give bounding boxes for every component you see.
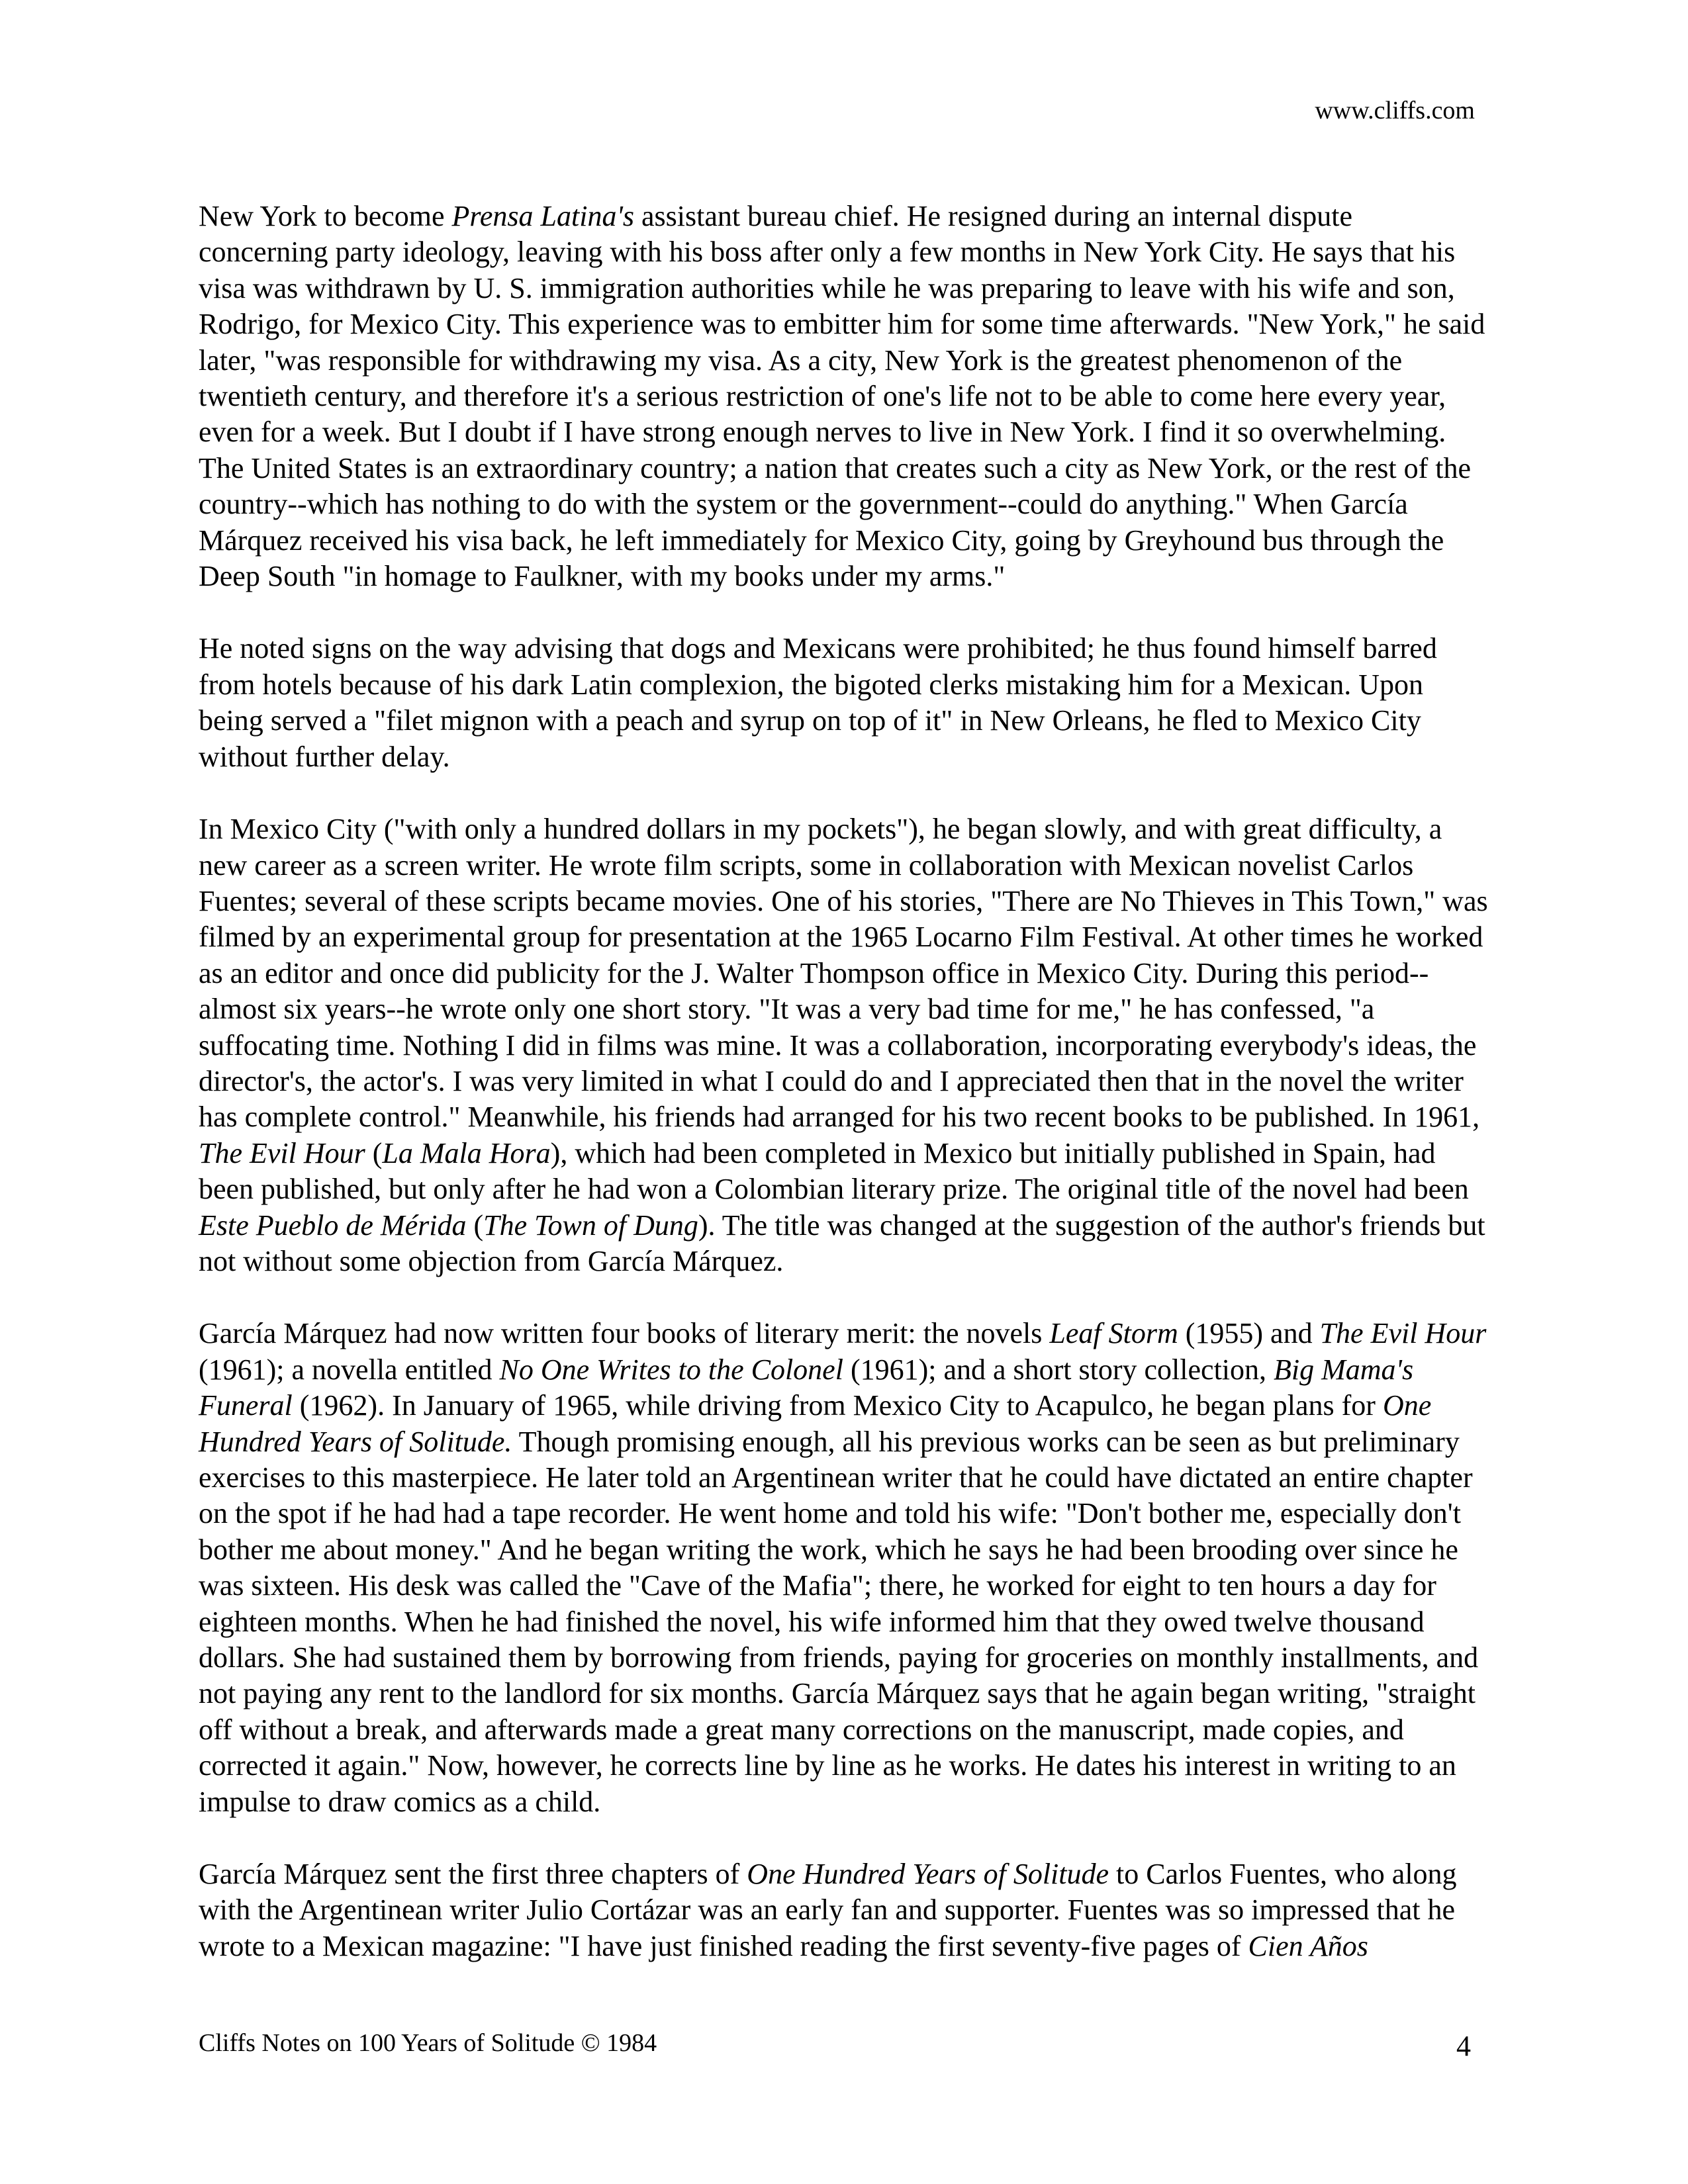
text-run: García Márquez sent the first three chapters of xyxy=(199,1858,747,1891)
italic-title: The Town of Dung xyxy=(483,1208,698,1242)
italic-title: No One Writes to the Colonel xyxy=(499,1353,843,1386)
paragraph xyxy=(199,1316,1488,1820)
italic-title: The Evil Hour xyxy=(199,1136,365,1169)
text-run: to Carlos Fuentes, who along with the Argentinean writer Julio Cortázar was an early fan and supporter. Fuentes was so impressed that he wrote to a Mexican magazine: "I have just finished reading the first seventy-five pages of xyxy=(199,1858,1457,1962)
text-run: ( xyxy=(365,1136,383,1169)
page-number: 4 xyxy=(1456,2030,1471,2062)
italic-title: La Mala Hora xyxy=(382,1136,551,1169)
paragraph xyxy=(199,199,1488,594)
text-run: (1962). In January of 1965, while driving from Mexico City to Acapulco, he began plans for xyxy=(292,1389,1383,1422)
italic-title: The Evil Hour xyxy=(1319,1317,1487,1350)
text-run: New York to become xyxy=(199,200,452,232)
italic-title: Leaf Storm xyxy=(1049,1317,1178,1350)
text-run: (1961); a novella entitled xyxy=(199,1353,500,1386)
italic-title: One Hundred Years of Solitude. xyxy=(199,1389,1432,1458)
footer-title: Cliffs Notes on 100 Years of Solitude © 1984 xyxy=(199,2029,657,2057)
italic-title: Cien Años xyxy=(1248,1929,1368,1962)
text-run: García Márquez had now written four books of literary merit: the novels xyxy=(199,1317,1050,1350)
italic-title: One Hundred Years of Solitude xyxy=(747,1858,1109,1891)
text-run: ( xyxy=(466,1208,484,1242)
text-run: assistant bureau chief. He resigned during an internal dispute concerning party ideology, leaving with his boss after only a few months in New York City. He says that his visa was withdrawn by U. S. immigration authorities while he was preparing to leave with his wife and son, Rodrigo, for Mexico City. This experience was to embitter him for some time afterwards. "New York," he said later, "was responsible for withdrawing my visa. As a city, New York is the greatest phenomenon of the twentieth century, and therefore it's a serious restriction of one's life not to be able to come here every year, even for a week. But I doubt if I have strong enough nerves to live in New York. I find it so overwhelming. The United States is an extraordinary country; a nation that creates such a city as New York, or the rest of the country--which has nothing to do with the system or the government--could do anything." When García Márquez received his visa back, he left immediately for Mexico City, going by Greyhound bus through the Deep South "in homage to Faulkner, with my books under my arms." xyxy=(199,200,1485,593)
text-run: ). The title was changed at the suggestion of the author's friends but not without some objection from García Márquez. xyxy=(199,1208,1485,1277)
text-run: In Mexico City ("with only a hundred dollars in my pockets"), he began slowly, and with great difficulty, a new career as a screen writer. He wrote film scripts, some in collaboration with Mexican novelist Carlos Fuentes; several of these scripts became movies. One of his stories, "There are No Thieves in This Town," was filmed by an experimental group for presentation at the 1965 Locarno Film Festival. At other times he worked as an editor and once did publicity for the J. Walter Thompson office in Mexico City. During this period--almost six years--he wrote only one short story. "It was a very bad time for me," he has confessed, "a suffocating time. Nothing I did in films was mine. It was a collaboration, incorporating everybody's ideas, the director's, the actor's. I was very limited in what I could do and I appreciated then that in the novel the writer has complete control." Meanwhile, his friends had arranged for his two recent books to be published. In 1961, xyxy=(199,813,1488,1134)
body-text xyxy=(199,199,1488,1964)
text-run: He noted signs on the way advising that dogs and Mexicans were prohibited; he thus found himself barred from hotels because of his dark Latin complexion, the bigoted clerks mistaking him for a Mexican. Upon being served a "filet mignon with a peach and syrup on top of it" in New Orleans, he fled to Mexico City without further delay. xyxy=(199,632,1437,773)
header-url: www.cliffs.com xyxy=(1315,97,1475,124)
paragraph xyxy=(199,1856,1488,1964)
italic-title: Este Pueblo de Mérida xyxy=(199,1208,467,1242)
paragraph xyxy=(199,811,1488,1279)
text-run: Though promising enough, all his previous works can be seen as but preliminary exercises to this masterpiece. He later told an Argentinean writer that he could have dictated an entire chapter on the spot if he had had a tape recorder. He went home and told his wife: "Don't bother me, especially don't bother me about money." And he began writing the work, which he says he had been brooding over since he was sixteen. His desk was called the "Cave of the Mafia"; there, he worked for eight to ten hours a day for eighteen months. When he had finished the novel, his wife informed him that they owed twelve thousand dollars. She had sustained them by borrowing from friends, paying for groceries on monthly installments, and not paying any rent to the landlord for six months. García Márquez says that he again began writing, "straight off without a break, and afterwards made a great many corrections on the manuscript, made copies, and corrected it again." Now, however, he corrects line by line as he works. He dates his interest in writing to an impulse to draw comics as a child. xyxy=(199,1425,1479,1818)
text-run: (1955) and xyxy=(1178,1317,1320,1350)
italic-title: Big Mama's Funeral xyxy=(199,1353,1414,1422)
text-run: ), which had been completed in Mexico but initially published in Spain, had been published, but only after he had won a Colombian literary prize. The original title of the novel had been xyxy=(199,1136,1469,1206)
paragraph xyxy=(199,631,1488,775)
italic-title: Prensa Latina's xyxy=(451,200,634,232)
text-run: (1961); and a short story collection, xyxy=(843,1353,1274,1386)
